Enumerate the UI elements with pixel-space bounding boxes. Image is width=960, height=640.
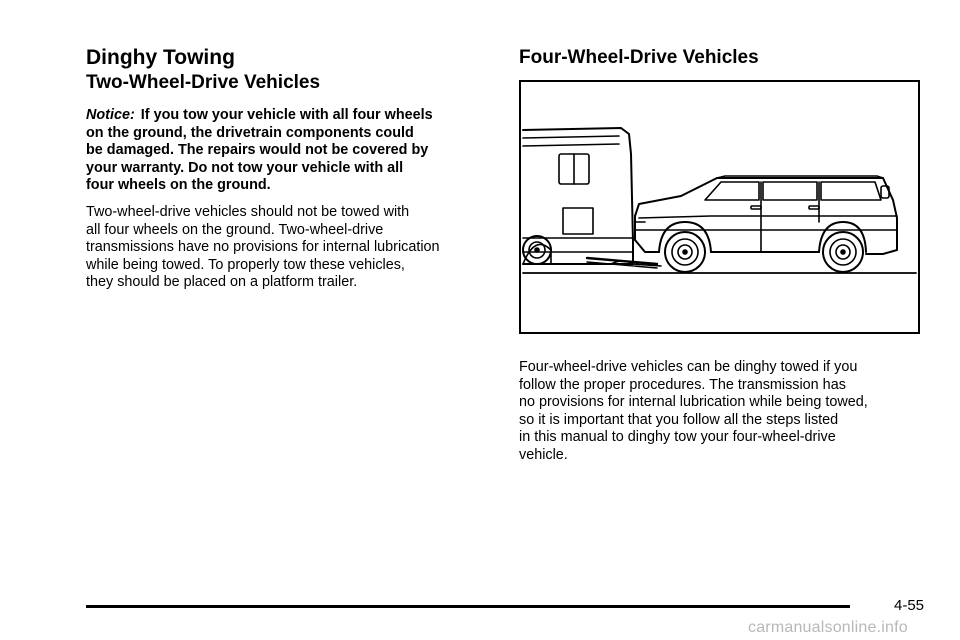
body-line: vehicle. (519, 446, 568, 463)
notice-line: your warranty. Do not tow your vehicle with all (86, 159, 404, 176)
right-column (519, 46, 925, 463)
left-column (86, 46, 488, 292)
body-line: follow the proper procedures. The transmission has (519, 376, 846, 393)
body-line: transmissions have no provisions for internal lubrication (86, 239, 440, 256)
body-line: in this manual to dinghy tow your four-wheel-drive (519, 429, 836, 446)
body-line: no provisions for internal lubrication while being towed, (519, 394, 868, 411)
body-line: all four wheels on the ground. Two-wheel-drive (86, 221, 384, 238)
body-line: Two-wheel-drive vehicles should not be towed with (86, 203, 410, 220)
body-line: while being towed. To properly tow these vehicles, (86, 256, 405, 273)
notice-line: If you tow your vehicle with all four wheels (140, 107, 433, 123)
notice-label: Notice: (86, 107, 135, 123)
four-wheel-drive-paragraph (519, 359, 925, 465)
notice-line: be damaged. The repairs would not be covered by (86, 142, 429, 159)
notice-line: four wheels on the ground. (86, 177, 271, 194)
dinghy-towing-figure (519, 80, 920, 334)
two-wheel-drive-paragraph (86, 204, 488, 292)
subsection-title-four-wheel-drive: Four-Wheel-Drive Vehicles (519, 47, 759, 68)
notice-line: on the ground, the drivetrain components could (86, 124, 414, 141)
body-line: so it is important that you follow all the steps listed (519, 411, 839, 428)
section-title: Dinghy Towing (86, 46, 235, 69)
subsection-title-two-wheel-drive: Two-Wheel-Drive Vehicles (86, 72, 321, 93)
suv-towed-behind-motorhome-icon (521, 82, 918, 332)
footer-rule (86, 605, 850, 608)
page-number: 4-55 (894, 597, 925, 614)
suv-illustration (635, 176, 897, 272)
notice-paragraph (86, 107, 488, 195)
body-line: Four-wheel-drive vehicles can be dinghy towed if you (519, 359, 858, 375)
body-line: they should be placed on a platform trailer. (86, 274, 358, 291)
watermark: carmanualsonline.info (748, 619, 908, 636)
